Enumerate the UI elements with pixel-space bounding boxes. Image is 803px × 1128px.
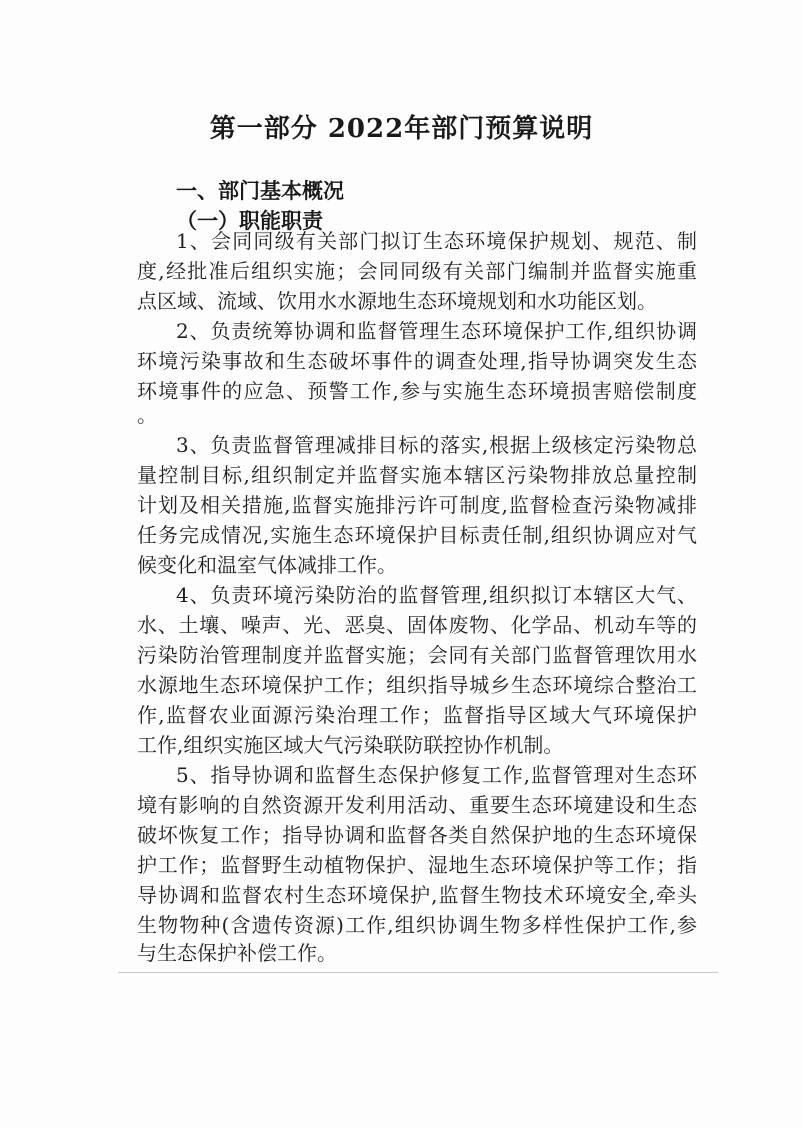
paragraph-4-line-1: 4、负责环境污染防治的监督管理,组织拟订本辖区大气、	[176, 583, 697, 607]
paragraph-5-line-4: 护工作；监督野生动植物保护、湿地生态环境保护等工作；指	[137, 853, 697, 877]
paragraph-4-line-3: 污染防治管理制度并监督实施；会同有关部门监督管理饮用水	[137, 643, 697, 667]
paragraph-5-line-1: 5、指导协调和监督生态保护修复工作,监督管理对生态环	[176, 763, 697, 787]
paragraph-3-line-1: 3、负责监督管理减排目标的落实,根据上级核定污染物总	[176, 433, 697, 457]
paragraph-4-line-5: 作,监督农业面源污染治理工作；监督指导区域大气环境保护	[137, 703, 697, 727]
section-heading: 一、部门基本概况	[176, 178, 344, 203]
paragraph-3-line-2: 量控制目标,组织制定并监督实施本辖区污染物排放总量控制	[137, 463, 697, 487]
paragraph-2-line-1: 2、负责统筹协调和监督管理生态环境保护工作,组织协调	[176, 319, 697, 343]
paragraph-4-line-6: 工作,组织实施区域大气污染联防联控协作机制。	[137, 733, 564, 757]
paragraph-5-line-7: 与生态保护补偿工作。	[137, 941, 337, 965]
paragraph-4-line-2: 水、土壤、噪声、光、恶臭、固体废物、化学品、机动车等的	[137, 613, 697, 637]
paragraph-4-line-4: 水源地生态环境保护工作；组织指导城乡生态环境综合整治工	[137, 673, 697, 697]
paragraph-5-line-6: 生物物种(含遗传资源)工作,组织协调生物多样性保护工作,参	[137, 913, 697, 937]
scan-divider-line	[118, 972, 718, 973]
paragraph-1-line-3: 点区域、流域、饮用水水源地生态环境规划和水功能区划。	[137, 289, 657, 313]
paragraph-1-line-1: 1、会同同级有关部门拟订生态环境保护规划、规范、制	[176, 229, 697, 253]
paragraph-3-line-5: 候变化和温室气体减排工作。	[137, 553, 397, 577]
paragraph-1-line-2: 度,经批准后组织实施；会同同级有关部门编制并监督实施重	[137, 259, 697, 283]
paragraph-3-line-4: 任务完成情况,实施生态环境保护目标责任制,组织协调应对气	[137, 523, 697, 547]
paragraph-5-line-2: 境有影响的自然资源开发利用活动、重要生态环境建设和生态	[137, 793, 697, 817]
paragraph-3-line-3: 计划及相关措施,监督实施排污许可制度,监督检查污染物减排	[137, 493, 697, 517]
paragraph-2-line-4: 。	[137, 403, 157, 427]
paragraph-2-line-2: 环境污染事故和生态破坏事件的调查处理,指导协调突发生态	[137, 349, 697, 373]
paragraph-5-line-3: 破坏恢复工作；指导协调和监督各类自然保护地的生态环境保	[137, 823, 697, 847]
page-title: 第一部分 2022年部门预算说明	[209, 114, 594, 144]
paragraph-5-line-5: 导协调和监督农村生态环境保护,监督生物技术环境安全,牵头	[137, 883, 697, 907]
subsection-heading: （一）职能职责	[176, 208, 323, 233]
paragraph-2-line-3: 环境事件的应急、预警工作,参与实施生态环境损害赔偿制度	[137, 379, 697, 403]
